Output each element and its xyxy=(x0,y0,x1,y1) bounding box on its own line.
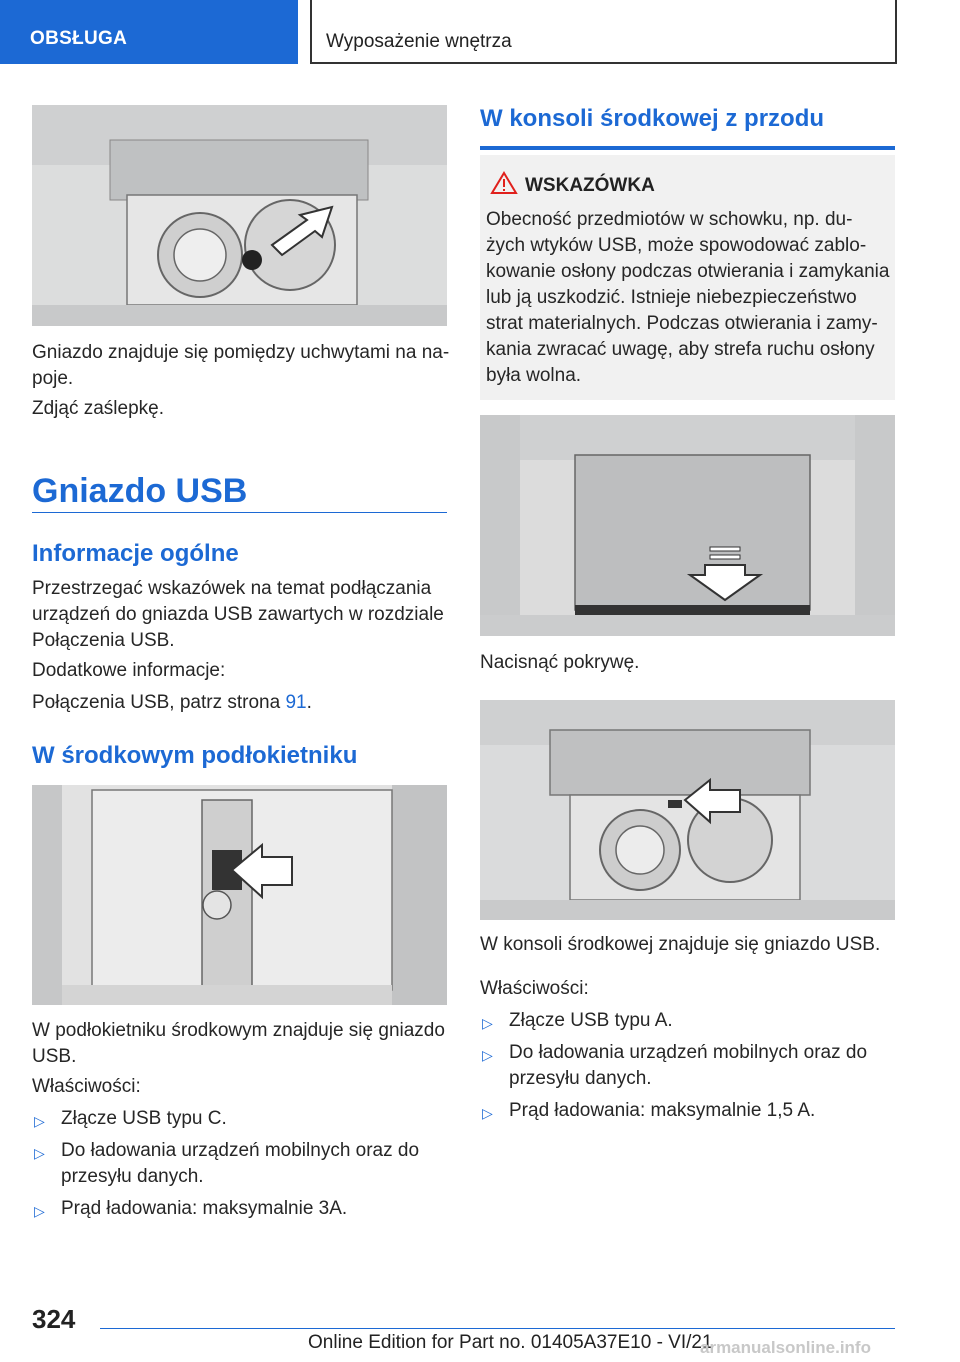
triangle-right-icon: ▷ xyxy=(482,1015,493,1031)
console-usb-photo xyxy=(480,700,895,920)
page-number: 324 xyxy=(32,1304,76,1334)
armrest-bullet-3: Prąd ładowania: maksymalnie 3A. xyxy=(61,1198,348,1219)
triangle-right-icon: ▷ xyxy=(34,1145,45,1161)
socket-caption: Gniazdo znajduje się pomiędzy uchwytami na na- poje. xyxy=(32,342,450,389)
armrest-props-label: Właściwości: xyxy=(32,1076,141,1097)
triangle-right-icon: ▷ xyxy=(34,1203,45,1219)
triangle-right-icon: ▷ xyxy=(482,1105,493,1121)
triangle-right-icon: ▷ xyxy=(34,1113,45,1129)
chapter-title: Wyposażenie wnętrza xyxy=(326,31,512,52)
console-bullet-1: Złącze USB typu A. xyxy=(509,1010,673,1031)
warning-text: Obecność przedmiotów w schowku, np. du- żych wtyków USB, może spowodować zablo- kowanie osłony podczas otwierania i zamykania lub ją uszkodzić. Istnieje niebezpieczeństwo strat materialnych. Podczas otwierania i zamy- kania zwracać uwagę, aby strefa ruchu osłony była wolna. xyxy=(486,209,890,386)
section-tab-label: OBSŁUGA xyxy=(30,28,128,49)
console-usb-illustration xyxy=(480,700,895,920)
heading-rule xyxy=(480,146,895,150)
heading-rule xyxy=(32,512,447,513)
warning-title: WSKAZÓWKA xyxy=(525,175,655,196)
watermark: armanualsonline.info xyxy=(700,1338,871,1357)
warning-box xyxy=(480,155,895,400)
front-console-heading: W konsoli środkowej z przodu xyxy=(480,105,825,132)
console-bullet-3: Prąd ładowania: maksymalnie 1,5 A. xyxy=(509,1100,816,1121)
armrest-bullet-2: Do ładowania urządzeń mobilnych oraz do przesyłu danych. xyxy=(61,1140,420,1187)
console-usb-caption: W konsoli środkowej znajduje się gniazdo USB. xyxy=(480,934,881,955)
more-info-label: Dodatkowe informacje: xyxy=(32,660,226,681)
section-tab xyxy=(0,0,298,64)
armrest-illustration xyxy=(32,785,447,1005)
triangle-right-icon: ▷ xyxy=(482,1047,493,1063)
page-link[interactable]: 91 xyxy=(285,692,307,713)
console-props-label: Właściwości: xyxy=(480,978,589,999)
cupholder-socket-illustration xyxy=(32,105,447,326)
cupholder-socket-photo xyxy=(32,105,447,326)
usb-reference: Połączenia USB, patrz strona 91. xyxy=(32,692,312,713)
armrest-caption: W podłokietniku środkowym znajduje się gniazdo USB. xyxy=(32,1020,445,1067)
general-info-text: Przestrzegać wskazówek na temat podłączania urządzeń do gniazda USB zawartych w rozdziale Połączenia USB. xyxy=(32,578,444,651)
general-info-heading: Informacje ogólne xyxy=(32,540,239,567)
usb-heading: Gniazdo USB xyxy=(32,472,248,510)
armrest-photo xyxy=(32,785,447,1005)
armrest-heading: W środkowym podłokietniku xyxy=(32,742,358,769)
edition-info: Online Edition for Part no. 01405A37E10 - VI/21 xyxy=(308,1332,713,1353)
press-cover-caption: Nacisnąć pokrywę. xyxy=(480,652,640,673)
press-cover-photo xyxy=(480,415,895,636)
armrest-bullet-1: Złącze USB typu C. xyxy=(61,1108,227,1129)
footer-rule xyxy=(100,1328,895,1329)
chapter-tab xyxy=(310,0,897,64)
console-bullet-2: Do ładowania urządzeń mobilnych oraz do przesyłu danych. xyxy=(509,1042,868,1089)
remove-cap-instruction: Zdjąć zaślepkę. xyxy=(32,398,165,419)
press-cover-illustration xyxy=(480,415,895,636)
warning-triangle-icon xyxy=(490,171,518,195)
